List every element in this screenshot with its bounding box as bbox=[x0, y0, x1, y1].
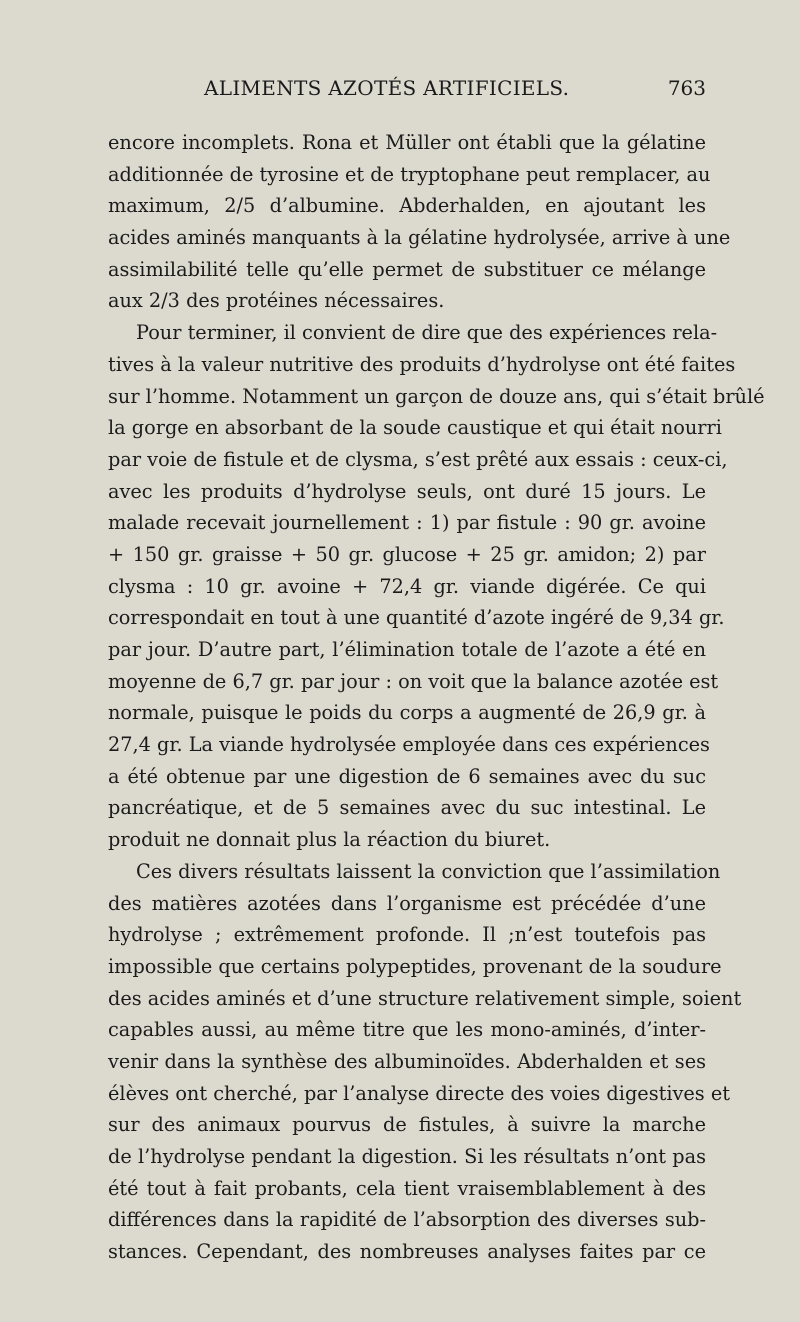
text-line: pancréatique, et de 5 semaines avec du suc intestinal. Le bbox=[108, 796, 706, 820]
text-line: 27,4 gr. La viande hydrolysée employée dans ces expériences bbox=[108, 733, 710, 757]
text-line: acides aminés manquants à la gélatine hydrolysée, arrive à une bbox=[108, 226, 731, 250]
text-line: élèves ont cherché, par l’analyse directe des voies digestives et bbox=[108, 1081, 730, 1105]
text-line: la gorge en absorbant de la soude caustique et qui était nourri bbox=[108, 416, 722, 440]
text-line: des acides aminés et d’une structure relativement simple, soient bbox=[108, 986, 742, 1010]
text-line: produit ne donnait plus la réaction du biuret. bbox=[108, 828, 551, 852]
text-line: impossible que certains polypeptides, provenant de la soudure bbox=[108, 954, 722, 978]
text-line: venir dans la synthèse des albuminoïdes. Abderhalden et ses bbox=[108, 1049, 706, 1073]
text-line: par jour. D’autre part, l’élimination totale de l’azote a été en bbox=[108, 638, 706, 661]
text-line: maximum, 2/5 d’albumine. Abderhalden, en ajoutant les bbox=[108, 194, 706, 218]
running-title: ALIMENTS AZOTÉS ARTIFICIELS. bbox=[204, 76, 570, 100]
text-line: stances. Cependant, des nombreuses analyses faites par ce bbox=[108, 1240, 706, 1264]
text-line: avec les produits d’hydrolyse seuls, ont duré 15 jours. Le bbox=[108, 479, 706, 503]
page-number: 763 bbox=[667, 76, 706, 100]
text-line: normale, puisque le poids du corps a augmenté de 26,9 gr. à bbox=[108, 701, 706, 725]
text-line: des matières azotées dans l’organisme est précédée d’une bbox=[108, 891, 706, 915]
text-line: encore incomplets. Rona et Müller ont établi que la gélatine bbox=[108, 131, 706, 154]
text-line: par voie de fistule et de clysma, s’est prêté aux essais : ceux-ci, bbox=[108, 447, 728, 471]
text-line: différences dans la rapidité de l’absorption des diverses sub- bbox=[108, 1208, 706, 1232]
text-line: correspondait en tout à une quantité d’azote ingéré de 9,34 gr. bbox=[108, 606, 725, 630]
text-line: Ces divers résultats laissent la conviction que l’assimilation bbox=[136, 859, 721, 883]
text-line: moyenne de 6,7 gr. par jour : on voit que la balance azotée est bbox=[108, 669, 719, 693]
text-line: sur l’homme. Notamment un garçon de douze ans, qui s’était brûlé bbox=[108, 384, 765, 408]
text-line: additionnée de tyrosine et de tryptophane peut remplacer, au bbox=[108, 162, 711, 186]
text-line: de l’hydrolyse pendant la digestion. Si les résultats n’ont pas bbox=[108, 1145, 706, 1168]
text-line: assimilabilité telle qu’elle permet de substituer ce mélange bbox=[108, 257, 706, 281]
text-line: tives à la valeur nutritive des produits d’hydrolyse ont été faites bbox=[108, 352, 736, 376]
body-text bbox=[108, 127, 765, 1268]
text-line: clysma : 10 gr. avoine + 72,4 gr. viande digérée. Ce qui bbox=[108, 574, 706, 598]
text-line: sur des animaux pourvus de fistules, à suivre la marche bbox=[108, 1113, 706, 1137]
text-line: capables aussi, au même titre que les mono-aminés, d’inter- bbox=[108, 1018, 706, 1042]
page-header bbox=[108, 76, 706, 106]
text-line: + 150 gr. graisse + 50 gr. glucose + 25 gr. amidon; 2) par bbox=[108, 542, 706, 566]
text-line: été tout à fait probants, cela tient vraisemblablement à des bbox=[108, 1176, 706, 1200]
text-line: aux 2/3 des protéines nécessaires. bbox=[108, 289, 445, 313]
text-line: a été obtenue par une digestion de 6 semaines avec du suc bbox=[108, 764, 706, 788]
text-line: Pour terminer, il convient de dire que des expériences rela- bbox=[136, 321, 718, 345]
text-line: hydrolyse ; extrêmement profonde. Il ;n’est toutefois pas bbox=[108, 923, 706, 947]
text-line: malade recevait journellement : 1) par fistule : 90 gr. avoine bbox=[108, 511, 706, 535]
